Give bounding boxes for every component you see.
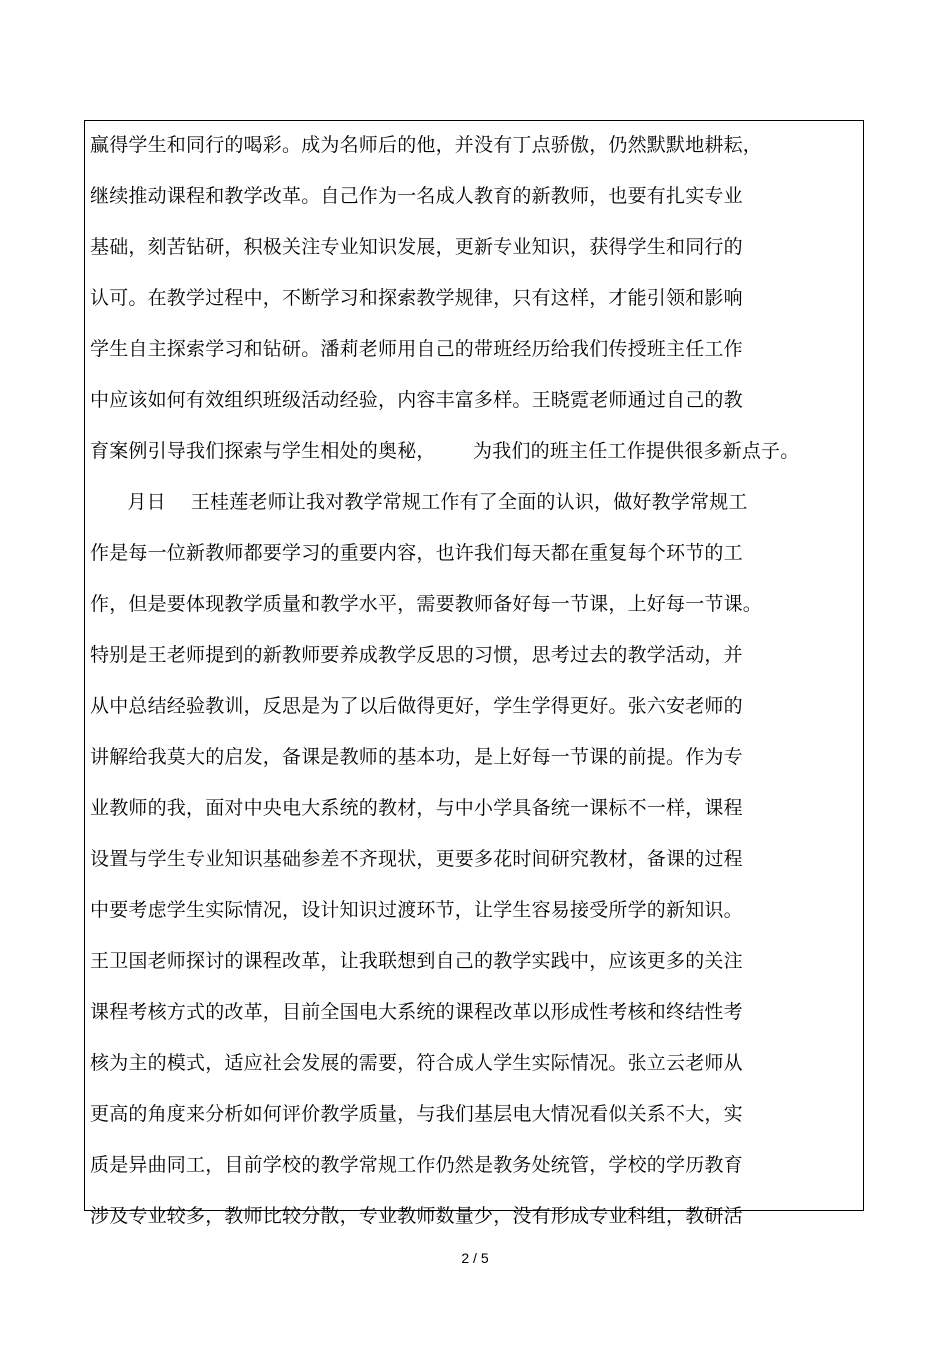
text-line: 从中总结经验教训，反思是为了以后做得更好，学生学得更好。张六安老师的 xyxy=(90,695,743,717)
text-line: 中应该如何有效组织班级活动经验，内容丰富多样。王晓霓老师通过自己的教 xyxy=(90,389,743,411)
text-line: 设置与学生专业知识基础参差不齐现状，更要多花时间研究教材，备课的过程 xyxy=(90,848,743,870)
text-line: 讲解给我莫大的启发，备课是教师的基本功，是上好每一节课的前提。作为专 xyxy=(90,746,743,768)
page-number: 2 / 5 xyxy=(461,1250,489,1266)
text-line: 课程考核方式的改革，目前全国电大系统的课程改革以形成性考核和终结性考 xyxy=(90,1001,743,1023)
text-line: 基础，刻苦钻研，积极关注专业知识发展，更新专业知识，获得学生和同行的 xyxy=(90,236,743,258)
body-text xyxy=(90,123,860,1245)
text-line: 核为主的模式，适应社会发展的需要，符合成人学生实际情况。张立云老师从 xyxy=(90,1052,743,1074)
text-line: 作，但是要体现教学质量和教学水平，需要教师备好每一节课，上好每一节课。 xyxy=(90,593,763,615)
text-line: 更高的角度来分析如何评价教学质量，与我们基层电大情况看似关系不大，实 xyxy=(90,1103,743,1125)
text-line: 涉及专业较多，教师比较分散，专业教师数量少，没有形成专业科组，教研活 xyxy=(90,1205,743,1227)
text-line: 月日 王桂莲老师让我对教学常规工作有了全面的认识，做好教学常规工 xyxy=(90,491,748,513)
text-line: 王卫国老师探讨的课程改革，让我联想到自己的教学实践中，应该更多的关注 xyxy=(90,950,743,972)
text-line: 业教师的我，面对中央电大系统的教材，与中小学具备统一课标不一样，课程 xyxy=(90,797,743,819)
text-line: 特别是王老师提到的新教师要养成教学反思的习惯，思考过去的教学活动，并 xyxy=(90,644,743,666)
text-line: 中要考虑学生实际情况，设计知识过渡环节，让学生容易接受所学的新知识。 xyxy=(90,899,743,921)
text-line: 育案例引导我们探索与学生相处的奥秘， 为我们的班主任工作提供很多新点子。 xyxy=(90,440,800,462)
text-line: 赢得学生和同行的喝彩。成为名师后的他，并没有丁点骄傲，仍然默默地耕耘， xyxy=(90,134,763,156)
text-line: 作是每一位新教师都要学习的重要内容，也许我们每天都在重复每个环节的工 xyxy=(90,542,743,564)
text-line: 认可。在教学过程中，不断学习和探索教学规律，只有这样，才能引领和影响 xyxy=(90,287,743,309)
text-line: 质是异曲同工，目前学校的教学常规工作仍然是教务处统管，学校的学历教育 xyxy=(90,1154,743,1176)
text-line: 继续推动课程和教学改革。自己作为一名成人教育的新教师，也要有扎实专业 xyxy=(90,185,743,207)
text-line: 学生自主探索学习和钻研。潘莉老师用自己的带班经历给我们传授班主任工作 xyxy=(90,338,743,360)
